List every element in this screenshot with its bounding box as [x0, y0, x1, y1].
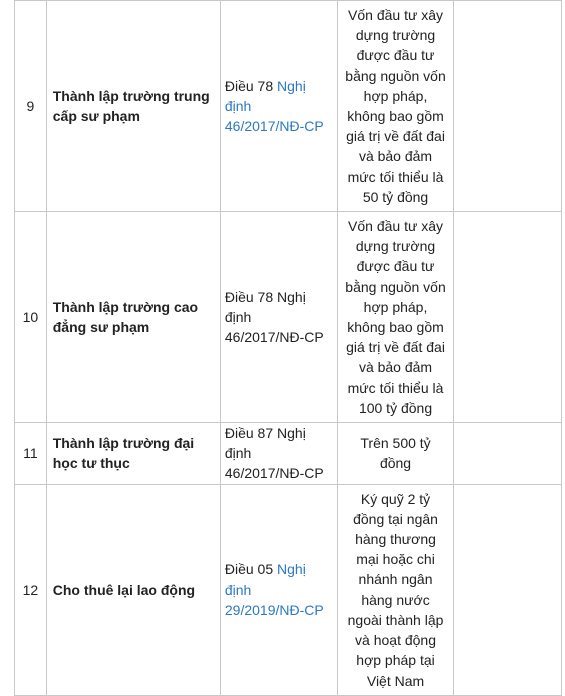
empty-cell	[454, 212, 562, 423]
table-row	[15, 212, 562, 423]
legal-basis-text: Điều 78	[224, 77, 278, 94]
row-number: 9	[15, 1, 47, 212]
row-title: Thành lập trường cao đẳng sư phạm	[46, 212, 220, 423]
legal-basis-text: Điều 87 Nghị định 46/2017/NĐ-CP	[224, 425, 324, 482]
capital-requirement: Ký quỹ 2 tỷ đồng tại ngân hàng thương mại hoặc chi nhánh ngân hàng nước ngoài thành lập và hoạt động hợp pháp tại Việt Nam	[337, 484, 454, 695]
table-row	[15, 423, 562, 485]
legal-basis-link[interactable]: Nghị định 46/2017/NĐ-CP	[224, 77, 324, 135]
capital-requirement: Vốn đầu tư xây dựng trường được đầu tư bằng nguồn vốn hợp pháp, không bao gồm giá trị về đất đai và bảo đảm mức tối thiểu là 50 tỷ đồng	[337, 1, 454, 212]
capital-requirements-table	[14, 0, 562, 696]
empty-cell	[454, 423, 562, 485]
row-number: 10	[15, 212, 47, 423]
row-title: Cho thuê lại lao động	[46, 484, 220, 695]
row-number: 11	[15, 423, 47, 485]
legal-basis-text: Điều 78 Nghị định 46/2017/NĐ-CP	[224, 288, 324, 346]
empty-cell	[454, 1, 562, 212]
table-row	[15, 1, 562, 212]
capital-requirement: Trên 500 tỷ đồng	[337, 423, 454, 485]
row-number: 12	[15, 484, 47, 695]
row-title: Thành lập trường đại học tư thục	[46, 423, 220, 485]
legal-basis-cell	[220, 423, 337, 485]
legal-basis-link[interactable]: Nghị định 29/2019/NĐ-CP	[224, 561, 324, 618]
table-row	[15, 484, 562, 695]
empty-cell	[454, 484, 562, 695]
row-title: Thành lập trường trung cấp sư phạm	[46, 1, 220, 212]
legal-basis-cell	[220, 1, 337, 212]
legal-basis-cell	[220, 212, 337, 423]
legal-basis-cell	[220, 484, 337, 695]
legal-basis-text: Điều 05	[224, 561, 278, 578]
capital-requirement: Vốn đầu tư xây dựng trường được đầu tư bằng nguồn vốn hợp pháp, không bao gồm giá trị về đất đai và bảo đảm mức tối thiểu là 100 tỷ đồng	[337, 212, 454, 423]
